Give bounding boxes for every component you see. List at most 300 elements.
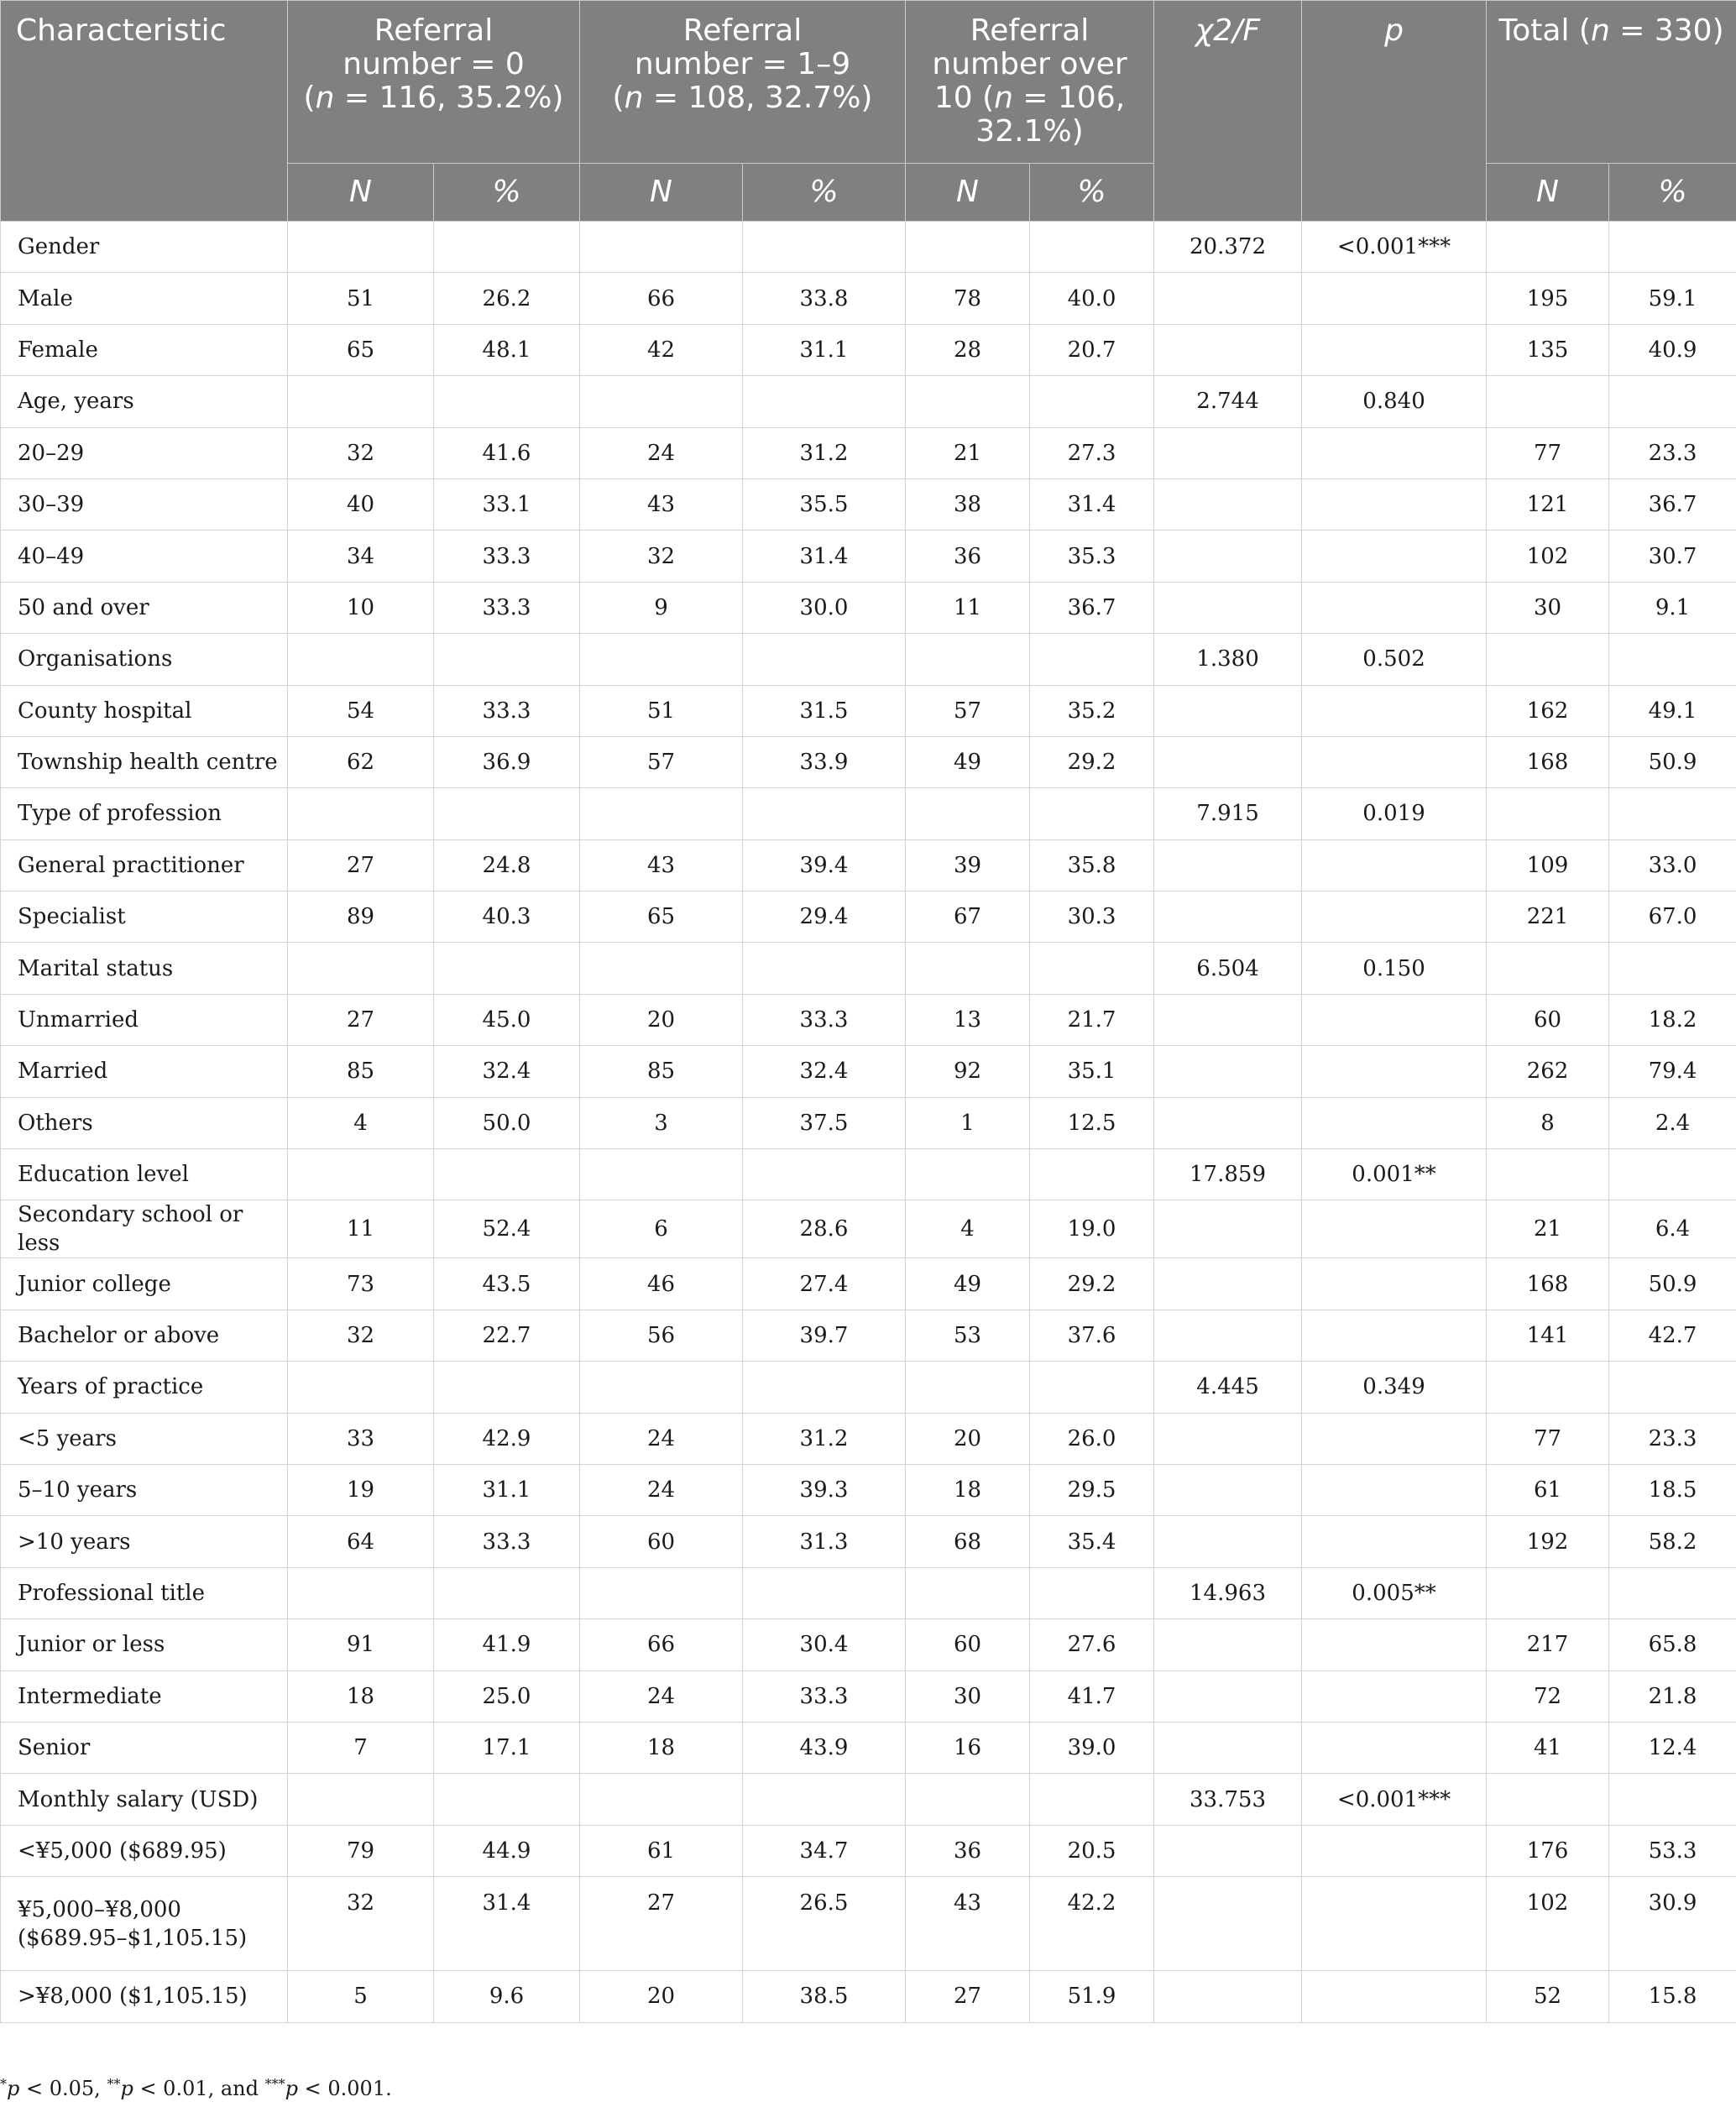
- cell-ref10-pct: [1030, 376, 1154, 427]
- cell-chi-square: [1154, 1722, 1302, 1773]
- cell-ref10-pct: 31.4: [1030, 478, 1154, 530]
- cell-ref0-n: 64: [288, 1516, 434, 1567]
- table-row: [1, 1825, 1736, 1876]
- cell-chi-square: [1154, 891, 1302, 943]
- cell-p-value: [1302, 1877, 1487, 1971]
- cell-total-pct: [1609, 222, 1736, 273]
- cell-chi-square: [1154, 531, 1302, 582]
- cell-ref0-n: 65: [288, 324, 434, 375]
- cell-ref10-n: [906, 634, 1030, 685]
- cell-ref0-n: 11: [288, 1200, 434, 1258]
- cell-total-n: 77: [1487, 1413, 1609, 1464]
- cell-ref1-9-n: 43: [580, 839, 743, 891]
- cell-p-value: <0.001***: [1302, 1774, 1487, 1825]
- cell-ref0-pct: [434, 1362, 580, 1413]
- cell-ref0-n: 27: [288, 839, 434, 891]
- cell-ref0-n: 73: [288, 1258, 434, 1310]
- cell-p-value: [1302, 1046, 1487, 1097]
- cell-ref10-n: 30: [906, 1670, 1030, 1722]
- header-referral-0: [288, 1, 580, 164]
- cell-ref10-n: 18: [906, 1464, 1030, 1515]
- cell-ref10-n: 39: [906, 839, 1030, 891]
- cell-chi-square: [1154, 685, 1302, 736]
- cell-ref1-9-n: 57: [580, 736, 743, 787]
- cell-chi-square: [1154, 582, 1302, 633]
- cell-total-n: [1487, 222, 1609, 273]
- cell-chi-square: [1154, 1413, 1302, 1464]
- cell-ref10-n: 49: [906, 736, 1030, 787]
- cell-ref0-pct: 9.6: [434, 1971, 580, 2022]
- cell-ref0-pct: [434, 222, 580, 273]
- cell-ref1-9-pct: 33.9: [743, 736, 906, 787]
- cell-ref1-9-pct: 39.3: [743, 1464, 906, 1515]
- footnote-text-2: < 0.01, and: [133, 2077, 265, 2100]
- cell-ref0-n: [288, 1149, 434, 1200]
- cell-ref10-pct: 40.0: [1030, 273, 1154, 324]
- cell-ref1-9-pct: [743, 943, 906, 994]
- category-label: Age, years: [1, 376, 288, 427]
- cell-ref10-n: [906, 1149, 1030, 1200]
- table-row: [1, 1877, 1736, 1971]
- cell-total-n: [1487, 788, 1609, 839]
- category-row: [1, 376, 1736, 427]
- cell-ref1-9-n: 42: [580, 324, 743, 375]
- row-label: Junior college: [1, 1258, 288, 1310]
- header-referral-1-9-line2: number = 1–9: [634, 47, 851, 81]
- cell-p-value: [1302, 531, 1487, 582]
- cell-chi-square: [1154, 839, 1302, 891]
- cell-ref10-pct: 29.2: [1030, 1258, 1154, 1310]
- cell-ref1-9-pct: 31.2: [743, 427, 906, 478]
- cell-ref1-9-pct: 31.4: [743, 531, 906, 582]
- cell-ref1-9-pct: 38.5: [743, 1971, 906, 2022]
- cell-ref0-pct: [434, 943, 580, 994]
- cell-ref0-n: 33: [288, 1413, 434, 1464]
- cell-p-value: [1302, 994, 1487, 1045]
- cell-ref10-pct: 26.0: [1030, 1413, 1154, 1464]
- cell-ref0-n: 54: [288, 685, 434, 736]
- cell-total-n: 61: [1487, 1464, 1609, 1515]
- cell-ref1-9-n: 24: [580, 1464, 743, 1515]
- cell-ref1-9-n: 6: [580, 1200, 743, 1258]
- cell-ref1-9-pct: 37.5: [743, 1097, 906, 1148]
- cell-p-value: 0.005**: [1302, 1567, 1487, 1618]
- cell-ref0-pct: 31.4: [434, 1877, 580, 1971]
- cell-total-pct: 79.4: [1609, 1046, 1736, 1097]
- row-label: Specialist: [1, 891, 288, 943]
- cell-ref10-pct: 20.7: [1030, 324, 1154, 375]
- cell-ref10-n: 28: [906, 324, 1030, 375]
- header-total-post: = 330): [1609, 13, 1724, 48]
- category-label: Education level: [1, 1149, 288, 1200]
- cell-p-value: [1302, 1971, 1487, 2022]
- cell-chi-square: [1154, 324, 1302, 375]
- cell-ref0-pct: 48.1: [434, 324, 580, 375]
- cell-ref0-n: 10: [288, 582, 434, 633]
- cell-ref1-9-pct: [743, 634, 906, 685]
- row-label: Junior or less: [1, 1619, 288, 1670]
- row-label: Secondary school or less: [1, 1200, 288, 1258]
- cell-total-pct: 67.0: [1609, 891, 1736, 943]
- cell-total-n: [1487, 1567, 1609, 1618]
- header-referral-1-9: [580, 1, 906, 164]
- cell-ref10-n: [906, 1567, 1030, 1618]
- header-total-pre: Total (: [1498, 13, 1591, 48]
- cell-chi-square: [1154, 478, 1302, 530]
- table-row: [1, 839, 1736, 891]
- cell-ref10-n: 27: [906, 1971, 1030, 2022]
- cell-total-pct: 65.8: [1609, 1619, 1736, 1670]
- footnote-text-3: < 0.001.: [298, 2077, 392, 2100]
- cell-ref0-pct: 32.4: [434, 1046, 580, 1097]
- footnote-p-2: p: [120, 2077, 133, 2100]
- cell-ref0-pct: 17.1: [434, 1722, 580, 1773]
- cell-ref0-pct: 25.0: [434, 1670, 580, 1722]
- cell-ref10-pct: [1030, 634, 1154, 685]
- cell-p-value: [1302, 1825, 1487, 1876]
- cell-p-value: [1302, 1310, 1487, 1361]
- cell-chi-square: 33.753: [1154, 1774, 1302, 1825]
- cell-ref10-pct: 37.6: [1030, 1310, 1154, 1361]
- table-header: [1, 1, 1736, 222]
- cell-total-n: 72: [1487, 1670, 1609, 1722]
- cell-ref0-n: 40: [288, 478, 434, 530]
- footnote-star-3: ***: [264, 2076, 285, 2092]
- cell-ref1-9-n: [580, 1774, 743, 1825]
- cell-ref1-9-n: 65: [580, 891, 743, 943]
- cell-ref0-pct: 33.3: [434, 1516, 580, 1567]
- table-row: [1, 736, 1736, 787]
- cell-ref10-n: 53: [906, 1310, 1030, 1361]
- subheader-n: N: [906, 164, 1030, 222]
- subheader-n: N: [288, 164, 434, 222]
- cell-ref0-n: 79: [288, 1825, 434, 1876]
- header-referral-0-n: n: [315, 81, 335, 115]
- cell-total-n: [1487, 1149, 1609, 1200]
- cell-ref0-n: 7: [288, 1722, 434, 1773]
- cell-chi-square: 14.963: [1154, 1567, 1302, 1618]
- cell-ref1-9-n: 51: [580, 685, 743, 736]
- cell-ref0-n: 62: [288, 736, 434, 787]
- cell-ref10-pct: 39.0: [1030, 1722, 1154, 1773]
- cell-ref0-n: 89: [288, 891, 434, 943]
- cell-ref10-pct: 27.3: [1030, 427, 1154, 478]
- table-row: [1, 324, 1736, 375]
- cell-ref10-n: 57: [906, 685, 1030, 736]
- cell-total-n: 21: [1487, 1200, 1609, 1258]
- cell-chi-square: [1154, 994, 1302, 1045]
- cell-ref1-9-n: [580, 1149, 743, 1200]
- cell-ref1-9-n: 46: [580, 1258, 743, 1310]
- table-row: [1, 531, 1736, 582]
- subheader-pct: %: [743, 164, 906, 222]
- cell-chi-square: [1154, 1971, 1302, 2022]
- footnote-star-1: *: [0, 2076, 7, 2092]
- cell-ref10-pct: [1030, 222, 1154, 273]
- cell-ref1-9-pct: [743, 376, 906, 427]
- table-row: [1, 1619, 1736, 1670]
- cell-ref0-n: [288, 376, 434, 427]
- table-row: [1, 685, 1736, 736]
- cell-p-value: [1302, 1258, 1487, 1310]
- subheader-pct: %: [1609, 164, 1736, 222]
- table-row: [1, 1413, 1736, 1464]
- cell-total-pct: 18.2: [1609, 994, 1736, 1045]
- cell-ref0-pct: 41.9: [434, 1619, 580, 1670]
- row-label: Bachelor or above: [1, 1310, 288, 1361]
- cell-p-value: [1302, 427, 1487, 478]
- cell-p-value: [1302, 839, 1487, 891]
- cell-ref10-pct: 35.8: [1030, 839, 1154, 891]
- cell-ref0-n: 5: [288, 1971, 434, 2022]
- table-row: [1, 994, 1736, 1045]
- table-body: [1, 222, 1736, 2023]
- header-referral-1-9-line1: Referral: [682, 13, 803, 48]
- cell-ref1-9-n: 85: [580, 1046, 743, 1097]
- cell-total-pct: 36.7: [1609, 478, 1736, 530]
- cell-total-pct: 30.7: [1609, 531, 1736, 582]
- table-row: [1, 1310, 1736, 1361]
- cell-ref1-9-pct: 31.2: [743, 1413, 906, 1464]
- cell-ref10-pct: 21.7: [1030, 994, 1154, 1045]
- cell-ref0-n: 27: [288, 994, 434, 1045]
- cell-ref10-n: 11: [906, 582, 1030, 633]
- cell-ref1-9-pct: [743, 222, 906, 273]
- cell-ref0-pct: 26.2: [434, 273, 580, 324]
- cell-total-n: 77: [1487, 427, 1609, 478]
- row-label: Others: [1, 1097, 288, 1148]
- row-label: Female: [1, 324, 288, 375]
- header-referral-over-10-n: n: [994, 81, 1013, 115]
- cell-ref0-pct: [434, 376, 580, 427]
- cell-ref0-n: 32: [288, 1877, 434, 1971]
- cell-ref0-n: [288, 1362, 434, 1413]
- cell-chi-square: [1154, 1200, 1302, 1258]
- cell-ref10-n: 16: [906, 1722, 1030, 1773]
- category-row: [1, 1567, 1736, 1618]
- cell-ref1-9-n: [580, 222, 743, 273]
- cell-ref1-9-pct: 30.4: [743, 1619, 906, 1670]
- cell-total-n: [1487, 1774, 1609, 1825]
- cell-ref0-pct: [434, 788, 580, 839]
- header-p-value: p: [1302, 1, 1487, 222]
- cell-ref0-pct: 42.9: [434, 1413, 580, 1464]
- cell-ref10-pct: [1030, 943, 1154, 994]
- cell-total-pct: 50.9: [1609, 1258, 1736, 1310]
- cell-total-n: 30: [1487, 582, 1609, 633]
- cell-total-n: 60: [1487, 994, 1609, 1045]
- cell-ref1-9-pct: 30.0: [743, 582, 906, 633]
- footnote-star-2: **: [107, 2076, 121, 2092]
- cell-ref0-pct: 43.5: [434, 1258, 580, 1310]
- cell-ref1-9-n: 3: [580, 1097, 743, 1148]
- cell-ref0-pct: 50.0: [434, 1097, 580, 1148]
- cell-ref10-n: [906, 1774, 1030, 1825]
- cell-ref0-n: 18: [288, 1670, 434, 1722]
- cell-ref0-n: 19: [288, 1464, 434, 1515]
- cell-ref10-pct: 29.5: [1030, 1464, 1154, 1515]
- cell-ref0-pct: 31.1: [434, 1464, 580, 1515]
- cell-ref1-9-pct: 27.4: [743, 1258, 906, 1310]
- cell-ref1-9-n: 66: [580, 1619, 743, 1670]
- cell-ref0-pct: 24.8: [434, 839, 580, 891]
- cell-ref1-9-pct: 43.9: [743, 1722, 906, 1773]
- cell-total-pct: 18.5: [1609, 1464, 1736, 1515]
- cell-chi-square: [1154, 1097, 1302, 1148]
- cell-ref1-9-n: 27: [580, 1877, 743, 1971]
- header-referral-0-line2: number = 0: [342, 47, 525, 81]
- table-row: [1, 1670, 1736, 1722]
- cell-total-n: 41: [1487, 1722, 1609, 1773]
- header-referral-0-line3-post: = 116, 35.2%): [334, 81, 564, 115]
- cell-ref0-pct: 52.4: [434, 1200, 580, 1258]
- cell-total-pct: 40.9: [1609, 324, 1736, 375]
- cell-chi-square: [1154, 1310, 1302, 1361]
- cell-p-value: 0.502: [1302, 634, 1487, 685]
- header-chi-square: χ2/F: [1154, 1, 1302, 222]
- cell-ref10-n: 20: [906, 1413, 1030, 1464]
- cell-p-value: [1302, 1670, 1487, 1722]
- cell-ref10-n: 68: [906, 1516, 1030, 1567]
- row-label: 30–39: [1, 478, 288, 530]
- subheader-n: N: [1487, 164, 1609, 222]
- row-label: Intermediate: [1, 1670, 288, 1722]
- cell-total-n: 8: [1487, 1097, 1609, 1148]
- cell-ref1-9-pct: 26.5: [743, 1877, 906, 1971]
- cell-ref1-9-pct: [743, 1567, 906, 1618]
- cell-p-value: [1302, 1413, 1487, 1464]
- cell-ref1-9-pct: 34.7: [743, 1825, 906, 1876]
- cell-total-n: 192: [1487, 1516, 1609, 1567]
- cell-p-value: [1302, 891, 1487, 943]
- cell-total-n: 168: [1487, 736, 1609, 787]
- cell-ref10-pct: 35.2: [1030, 685, 1154, 736]
- cell-ref1-9-pct: 32.4: [743, 1046, 906, 1097]
- cell-ref10-pct: 35.4: [1030, 1516, 1154, 1567]
- cell-ref0-n: [288, 1774, 434, 1825]
- cell-ref10-pct: 35.1: [1030, 1046, 1154, 1097]
- cell-total-pct: 42.7: [1609, 1310, 1736, 1361]
- cell-ref1-9-pct: 39.4: [743, 839, 906, 891]
- cell-ref0-pct: 40.3: [434, 891, 580, 943]
- cell-ref10-pct: 19.0: [1030, 1200, 1154, 1258]
- header-referral-over-10: [906, 1, 1154, 164]
- cell-total-pct: 49.1: [1609, 685, 1736, 736]
- cell-p-value: [1302, 1464, 1487, 1515]
- cell-ref10-n: 36: [906, 1825, 1030, 1876]
- cell-chi-square: [1154, 736, 1302, 787]
- cell-total-n: 221: [1487, 891, 1609, 943]
- cell-total-n: 102: [1487, 531, 1609, 582]
- cell-ref10-n: [906, 222, 1030, 273]
- table-row: [1, 1200, 1736, 1258]
- cell-ref0-n: 91: [288, 1619, 434, 1670]
- table-row: [1, 1097, 1736, 1148]
- row-label: 50 and over: [1, 582, 288, 633]
- cell-ref10-pct: 30.3: [1030, 891, 1154, 943]
- cell-total-n: 52: [1487, 1971, 1609, 2022]
- cell-ref1-9-pct: 31.5: [743, 685, 906, 736]
- row-label: Senior: [1, 1722, 288, 1773]
- header-referral-over-10-line1: Referral: [970, 13, 1090, 48]
- row-label: 20–29: [1, 427, 288, 478]
- header-characteristic: Characteristic: [1, 1, 288, 222]
- cell-ref1-9-n: [580, 1362, 743, 1413]
- cell-chi-square: [1154, 1670, 1302, 1722]
- footnote-p-1: p: [7, 2077, 20, 2100]
- cell-ref1-9-n: [580, 788, 743, 839]
- cell-total-pct: 23.3: [1609, 427, 1736, 478]
- cell-chi-square: 20.372: [1154, 222, 1302, 273]
- cell-ref0-pct: [434, 1774, 580, 1825]
- cell-ref0-n: [288, 222, 434, 273]
- row-label: >¥8,000 ($1,105.15): [1, 1971, 288, 2022]
- cell-ref1-9-pct: 33.8: [743, 273, 906, 324]
- cell-ref1-9-pct: 39.7: [743, 1310, 906, 1361]
- cell-ref1-9-n: [580, 943, 743, 994]
- cell-chi-square: 4.445: [1154, 1362, 1302, 1413]
- row-label: >10 years: [1, 1516, 288, 1567]
- cell-ref0-pct: 36.9: [434, 736, 580, 787]
- cell-chi-square: [1154, 1516, 1302, 1567]
- header-total: [1487, 1, 1736, 164]
- cell-ref1-9-pct: 33.3: [743, 994, 906, 1045]
- cell-p-value: [1302, 273, 1487, 324]
- cell-total-pct: [1609, 1567, 1736, 1618]
- cell-chi-square: 2.744: [1154, 376, 1302, 427]
- table-row: [1, 1516, 1736, 1567]
- category-label: Monthly salary (USD): [1, 1774, 288, 1825]
- cell-ref1-9-n: 20: [580, 1971, 743, 2022]
- cell-total-n: [1487, 1362, 1609, 1413]
- cell-total-pct: [1609, 376, 1736, 427]
- row-label: Township health centre: [1, 736, 288, 787]
- cell-ref10-pct: 35.3: [1030, 531, 1154, 582]
- cell-ref1-9-n: 9: [580, 582, 743, 633]
- cell-total-pct: [1609, 1774, 1736, 1825]
- row-label: ¥5,000–¥8,000 ($689.95–$1,105.15): [1, 1877, 288, 1971]
- cell-total-pct: [1609, 1149, 1736, 1200]
- cell-chi-square: 7.915: [1154, 788, 1302, 839]
- footnote: [0, 2072, 392, 2101]
- header-referral-over-10-line3: 10 (: [933, 81, 995, 115]
- cell-ref10-n: 21: [906, 427, 1030, 478]
- cell-ref10-pct: 29.2: [1030, 736, 1154, 787]
- category-label: Years of practice: [1, 1362, 288, 1413]
- cell-total-pct: [1609, 634, 1736, 685]
- cell-ref10-n: 43: [906, 1877, 1030, 1971]
- table-row: [1, 1722, 1736, 1773]
- cell-ref10-n: [906, 943, 1030, 994]
- cell-total-n: [1487, 376, 1609, 427]
- cell-total-pct: 6.4: [1609, 1200, 1736, 1258]
- category-row: [1, 943, 1736, 994]
- header-referral-0-line3-pre: (: [303, 81, 316, 115]
- cell-total-pct: 9.1: [1609, 582, 1736, 633]
- cell-p-value: [1302, 582, 1487, 633]
- category-row: [1, 634, 1736, 685]
- cell-total-n: [1487, 634, 1609, 685]
- cell-total-pct: 15.8: [1609, 1971, 1736, 2022]
- cell-ref1-9-n: 24: [580, 427, 743, 478]
- cell-total-pct: 59.1: [1609, 273, 1736, 324]
- cell-ref1-9-pct: 28.6: [743, 1200, 906, 1258]
- cell-ref10-pct: [1030, 1774, 1154, 1825]
- cell-ref0-n: 4: [288, 1097, 434, 1148]
- row-label: General practitioner: [1, 839, 288, 891]
- category-label: Gender: [1, 222, 288, 273]
- cell-ref0-pct: [434, 1567, 580, 1618]
